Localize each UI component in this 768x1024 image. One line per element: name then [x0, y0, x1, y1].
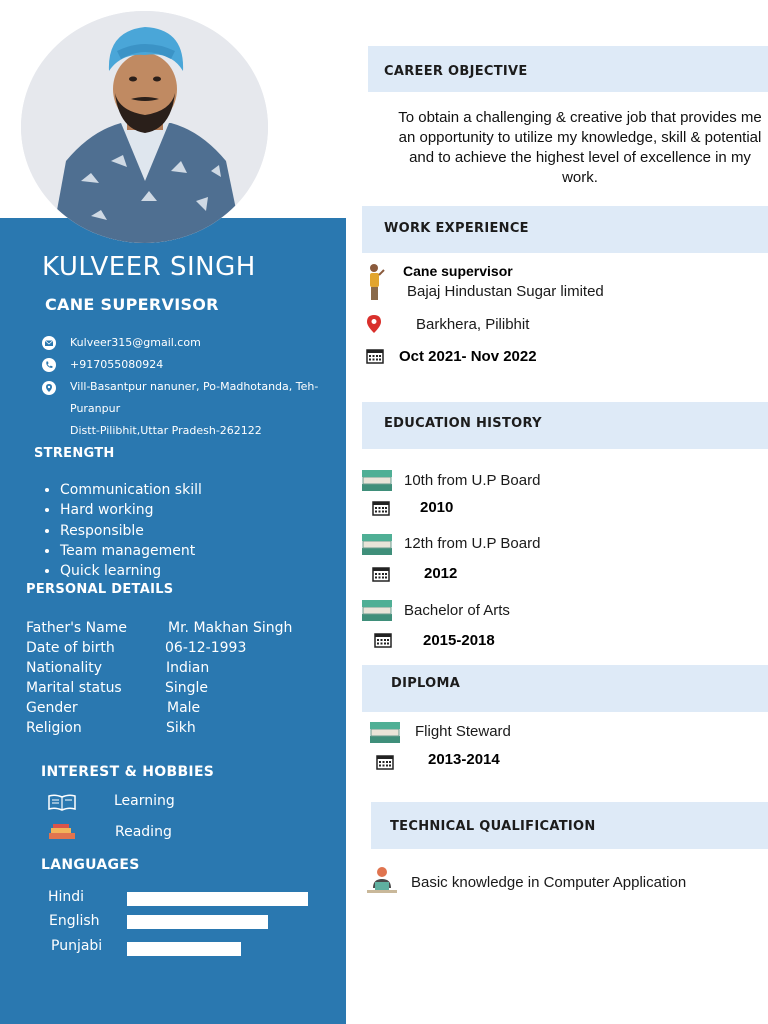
language-name: Punjabi — [51, 938, 103, 954]
worker-icon — [364, 262, 386, 302]
open-book-icon — [47, 793, 77, 811]
contact-address-line3: Distt-Pilibhit,Uttar Pradesh-262122 — [70, 424, 262, 437]
contact-phone[interactable]: +917055080924 — [70, 358, 164, 371]
candidate-role: CANE SUPERVISOR — [45, 295, 219, 314]
personal-label: Religion — [26, 720, 82, 736]
profile-photo — [21, 11, 268, 243]
calendar-icon — [376, 754, 398, 774]
calendar-icon — [366, 348, 388, 368]
strength-item: • Team management — [60, 541, 202, 561]
language-level-bar — [127, 892, 308, 906]
strength-item: • Quick learning — [60, 561, 202, 581]
strength-list — [38, 480, 202, 581]
career-objective-text: To obtain a challenging & creative job that provides me an opportunity to utilize my knowledge, skill & potential and to achieve the highest level of excellence in my work. — [398, 109, 762, 186]
work-period: Oct 2021- Nov 2022 — [399, 348, 537, 365]
diploma-year: 2013-2014 — [428, 751, 500, 768]
calendar-icon — [374, 632, 396, 652]
work-company: Bajaj Hindustan Sugar limited — [407, 283, 604, 300]
personal-value: Indian — [166, 660, 210, 676]
personal-value: 06-12-1993 — [165, 640, 247, 656]
education-degree: 10th from U.P Board — [404, 472, 541, 489]
calendar-icon — [372, 500, 394, 520]
personal-label: Gender — [26, 700, 78, 716]
books-stack-icon — [361, 468, 393, 492]
work-title: Cane supervisor — [403, 263, 513, 279]
contact-email[interactable]: Kulveer315@gmail.com — [70, 336, 201, 349]
education-year: 2015-2018 — [423, 632, 495, 649]
hobbies-heading: INTEREST & HOBBIES — [41, 764, 215, 780]
books-stack-icon — [361, 598, 393, 622]
languages-heading: LANGUAGES — [41, 857, 140, 873]
phone-icon — [42, 358, 56, 372]
career-objective-heading: CAREER OBJECTIVE — [384, 64, 528, 79]
technical-heading: TECHNICAL QUALIFICATION — [390, 819, 596, 834]
strength-item: • Communication skill — [60, 480, 202, 500]
education-year: 2012 — [424, 565, 458, 582]
education-heading: EDUCATION HISTORY — [384, 416, 542, 431]
email-icon — [42, 336, 56, 350]
personal-label: Marital status — [26, 680, 122, 696]
books-stack-icon — [361, 532, 393, 556]
contact-address-line1: Vill-Basantpur nanuner, Po-Madhotanda, Teh- — [70, 380, 319, 393]
personal-details-heading: PERSONAL DETAILS — [26, 582, 174, 597]
candidate-name: KULVEER SINGH — [42, 252, 256, 282]
computer-user-icon — [365, 864, 399, 894]
strength-item: • Responsible — [60, 521, 202, 541]
personal-label: Father's Name — [26, 620, 127, 636]
strength-heading: STRENGTH — [34, 446, 115, 461]
location-icon — [42, 381, 56, 395]
hobby-label: Reading — [115, 824, 172, 840]
books-stack-icon — [369, 720, 401, 744]
personal-label: Date of birth — [26, 640, 115, 656]
personal-value: Male — [167, 700, 201, 716]
language-name: English — [49, 913, 100, 929]
strength-item: • Hard working — [60, 500, 202, 520]
hobby-label: Learning — [114, 793, 175, 809]
technical-text: Basic knowledge in Computer Application — [411, 874, 687, 891]
language-level-bar — [127, 915, 268, 929]
education-year: 2010 — [420, 499, 454, 516]
personal-value: Mr. Makhan Singh — [168, 620, 293, 636]
language-level-bar — [127, 942, 241, 956]
personal-value: Single — [165, 680, 209, 696]
work-experience-heading: WORK EXPERIENCE — [384, 221, 529, 236]
diploma-heading: DIPLOMA — [391, 676, 461, 691]
education-degree: Bachelor of Arts — [404, 602, 510, 619]
books-icon — [47, 822, 77, 840]
contact-address-line2: Puranpur — [70, 402, 121, 415]
language-name: Hindi — [48, 889, 85, 905]
personal-label: Nationality — [26, 660, 103, 676]
diploma-title: Flight Steward — [415, 723, 511, 740]
personal-value: Sikh — [166, 720, 196, 736]
calendar-icon — [372, 566, 394, 586]
portrait-illustration — [21, 11, 268, 243]
education-degree: 12th from U.P Board — [404, 535, 541, 552]
work-location: Barkhera, Pilibhit — [416, 316, 530, 333]
location-pin-icon — [366, 314, 382, 334]
